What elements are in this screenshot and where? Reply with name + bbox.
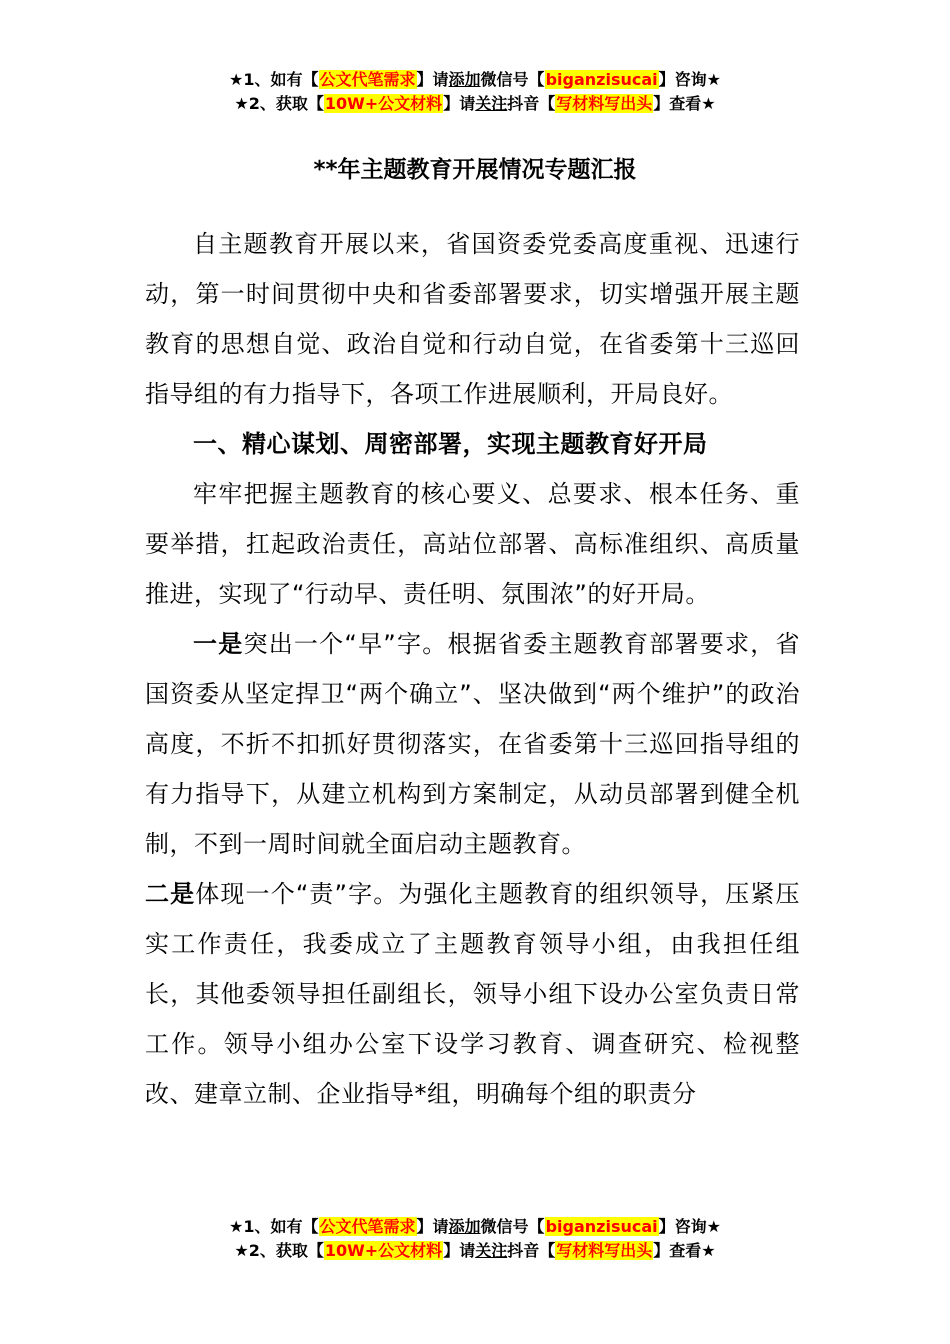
banner-underlined: 关注	[475, 94, 508, 113]
banner-highlight: 10W+公文材料	[324, 1241, 443, 1260]
banner-line-1	[0, 1215, 950, 1239]
banner-highlight: 公文代笔需求	[319, 1217, 416, 1236]
banner-highlight-wechat: biganzisucai	[545, 70, 658, 89]
banner-text: ★2、获取【	[234, 94, 324, 113]
banner-highlight-douyin: 写材料写出头	[556, 94, 653, 113]
point-two-paragraph	[145, 869, 800, 1119]
bottom-banner	[0, 1215, 950, 1263]
banner-line-2	[0, 1239, 950, 1263]
intro-paragraph: 自主题教育开展以来，省国资委党委高度重视、迅速行动，第一时间贯彻中央和省委部署要求，切实增强开展主题教育的思想自觉、政治自觉和行动自觉，在省委第十三巡回指导组的有力指导下，各项工作进展顺利，开局良好。	[145, 230, 800, 408]
section-heading: 一、精心谋划、周密部署，实现主题教育好开局	[193, 430, 708, 458]
banner-highlight-wechat: biganzisucai	[545, 1217, 658, 1236]
banner-text: 】请	[443, 1241, 476, 1260]
banner-text: 】请	[416, 70, 449, 89]
banner-text: 】查看★	[653, 1241, 716, 1260]
banner-text: ★1、如有【	[229, 70, 319, 89]
banner-line-2	[0, 92, 950, 116]
point-two-lead: 二是	[145, 880, 196, 908]
banner-text: ★1、如有【	[229, 1217, 319, 1236]
banner-text: 】请	[443, 94, 476, 113]
point-two-text: 体现一个“责”字。为强化主题教育的组织领导，压紧压实工作责任，我委成立了主题教育领导小组，由我担任组长，其他委领导担任副组长，领导小组下设办公室负责日常工作。领导小组办公室下设学习教育、调查研究、检视整改、建章立制、企业指导*组，明确每个组的职责分	[145, 880, 800, 1108]
banner-text: 抖音【	[507, 94, 556, 113]
banner-underlined: 添加	[448, 70, 481, 89]
document-title: **年主题教育开展情况专题汇报	[313, 157, 637, 183]
banner-underlined: 关注	[475, 1241, 508, 1260]
point-one-text: 突出一个“早”字。根据省委主题教育部署要求，省国资委从坚定捍卫“两个确立”、坚决做到“两个维护”的政治高度，不折不扣抓好贯彻落实，在省委第十三巡回指导组的有力指导下，从建立机构到方案制定，从动员部署到健全机制，不到一周时间就全面启动主题教育。	[145, 630, 800, 858]
banner-highlight: 公文代笔需求	[319, 70, 416, 89]
banner-text: 】请	[416, 1217, 449, 1236]
top-banner	[0, 68, 950, 116]
banner-line-1	[0, 68, 950, 92]
banner-text: 】咨询★	[658, 1217, 721, 1236]
point-one-lead: 一是	[193, 630, 244, 658]
banner-underlined: 添加	[448, 1217, 481, 1236]
banner-highlight: 10W+公文材料	[324, 94, 443, 113]
banner-text: 】查看★	[653, 94, 716, 113]
banner-highlight-douyin: 写材料写出头	[556, 1241, 653, 1260]
banner-text: 】咨询★	[658, 70, 721, 89]
point-one-paragraph	[145, 619, 800, 869]
document-body	[145, 219, 800, 1119]
section-paragraph: 牢牢把握主题教育的核心要义、总要求、根本任务、重要举措，扛起政治责任，高站位部署、高标准组织、高质量推进，实现了“行动早、责任明、氛围浓”的好开局。	[145, 480, 800, 608]
banner-text: 微信号【	[480, 70, 545, 89]
banner-text: 抖音【	[507, 1241, 556, 1260]
banner-text: ★2、获取【	[234, 1241, 324, 1260]
banner-text: 微信号【	[480, 1217, 545, 1236]
